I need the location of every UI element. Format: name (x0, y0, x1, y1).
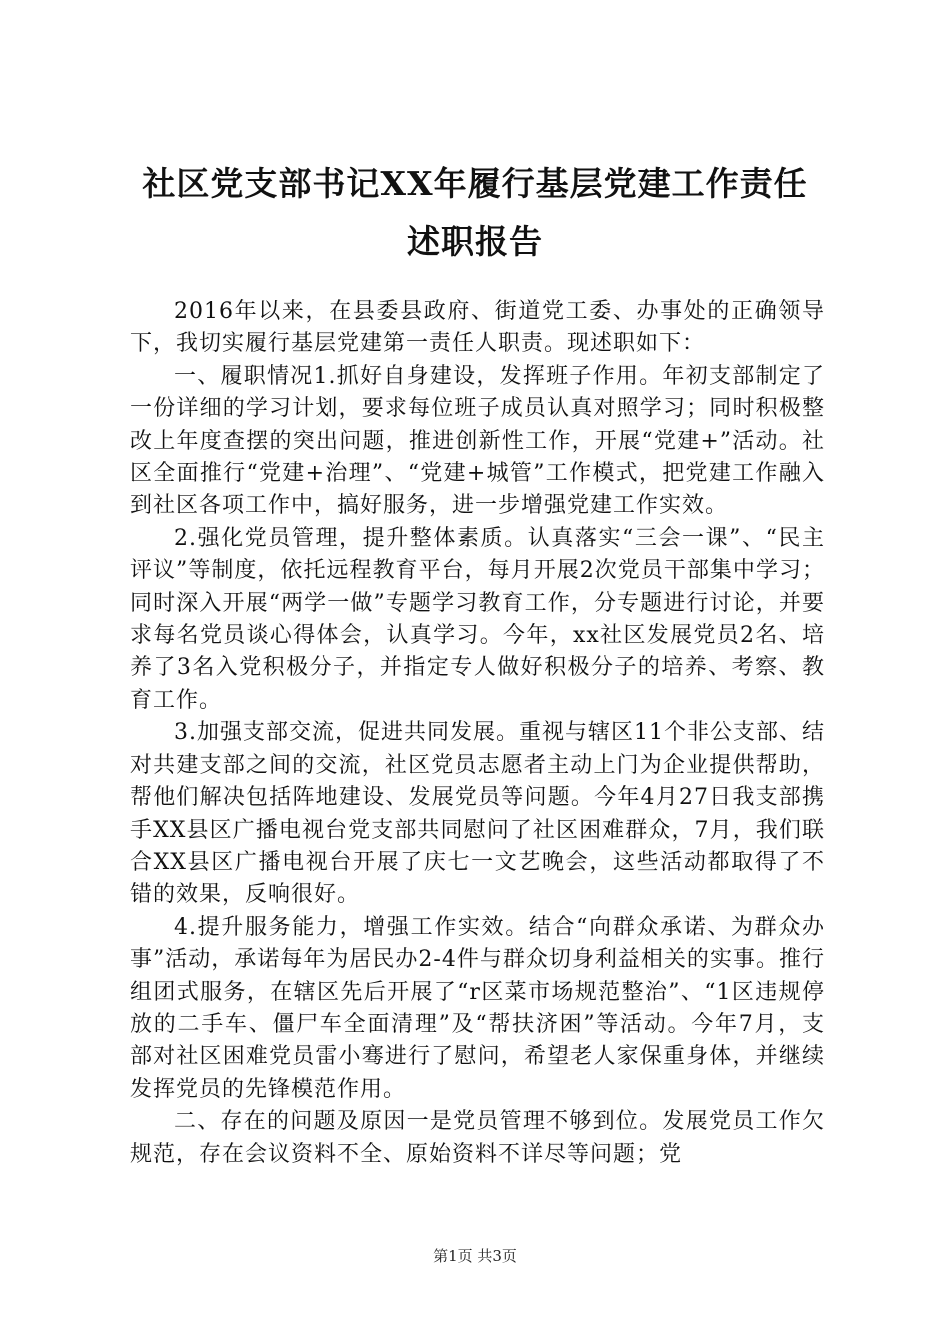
document-title-line-2: 述职报告 (407, 222, 543, 261)
paragraph-section-1-item-4: 4.提升服务能力，增强工作实效。结合“向群众承诺、为群众办事”活动，承诺每年为居民办2-4件与群众切身利益相关的实事。推行组团式服务，在辖区先后开展了“r区菜市场规范整治”、“1区违规停放的二手车、僵尸车全面清理”及“帮扶济困”等活动。今年7月，支部对社区困难党员雷小骞进行了慰问，希望老人家保重身体，并继续发挥党员的先锋模范作用。 (130, 914, 825, 1102)
paragraph-section-1-item-1: 一、履职情况1.抓好自身建设，发挥班子作用。年初支部制定了一份详细的学习计划，要求每位班子成员认真对照学习；同时积极整改上年度查摆的突出问题，推进创新性工作，开展“党建+”活动。社区全面推行“党建+治理”、“党建+城管”工作模式，把党建工作融入到社区各项工作中，搞好服务，进一步增强党建工作实效。 (130, 363, 825, 519)
document-title-line-1: 社区党支部书记XX年履行基层党建工作责任 (142, 164, 808, 203)
paragraph-section-2: 二、存在的问题及原因一是党员管理不够到位。发展党员工作欠规范，存在会议资料不全、原始资料不详尽等问题；党 (130, 1109, 825, 1167)
paragraph-intro: 2016年以来，在县委县政府、街道党工委、办事处的正确领导下，我切实履行基层党建第一责任人职责。现述职如下： (130, 299, 825, 357)
document-body (130, 296, 825, 1171)
paragraph-section-1-item-3: 3.加强支部交流，促进共同发展。重视与辖区11个非公支部、结对共建支部之间的交流，社区党员志愿者主动上门为企业提供帮助，帮他们解决包括阵地建设、发展党员等问题。今年4月27日我支部携手XX县区广播电视台党支部共同慰问了社区困难群众，7月，我们联合XX县区广播电视台开展了庆七一文艺晚会，这些活动都取得了不错的效果，反响很好。 (130, 720, 825, 908)
page-number-footer: 第1页 共3页 (433, 1247, 517, 1265)
paragraph-section-1-item-2: 2.强化党员管理，提升整体素质。认真落实“三会一课”、“民主评议”等制度，依托远程教育平台，每月开展2次党员干部集中学习；同时深入开展“两学一做”专题学习教育工作，分专题进行讨论，并要求每名党员谈心得体会，认真学习。今年，xx社区发展党员2名、培养了3名入党积极分子，并指定专人做好积极分子的培养、考察、教育工作。 (130, 525, 825, 713)
